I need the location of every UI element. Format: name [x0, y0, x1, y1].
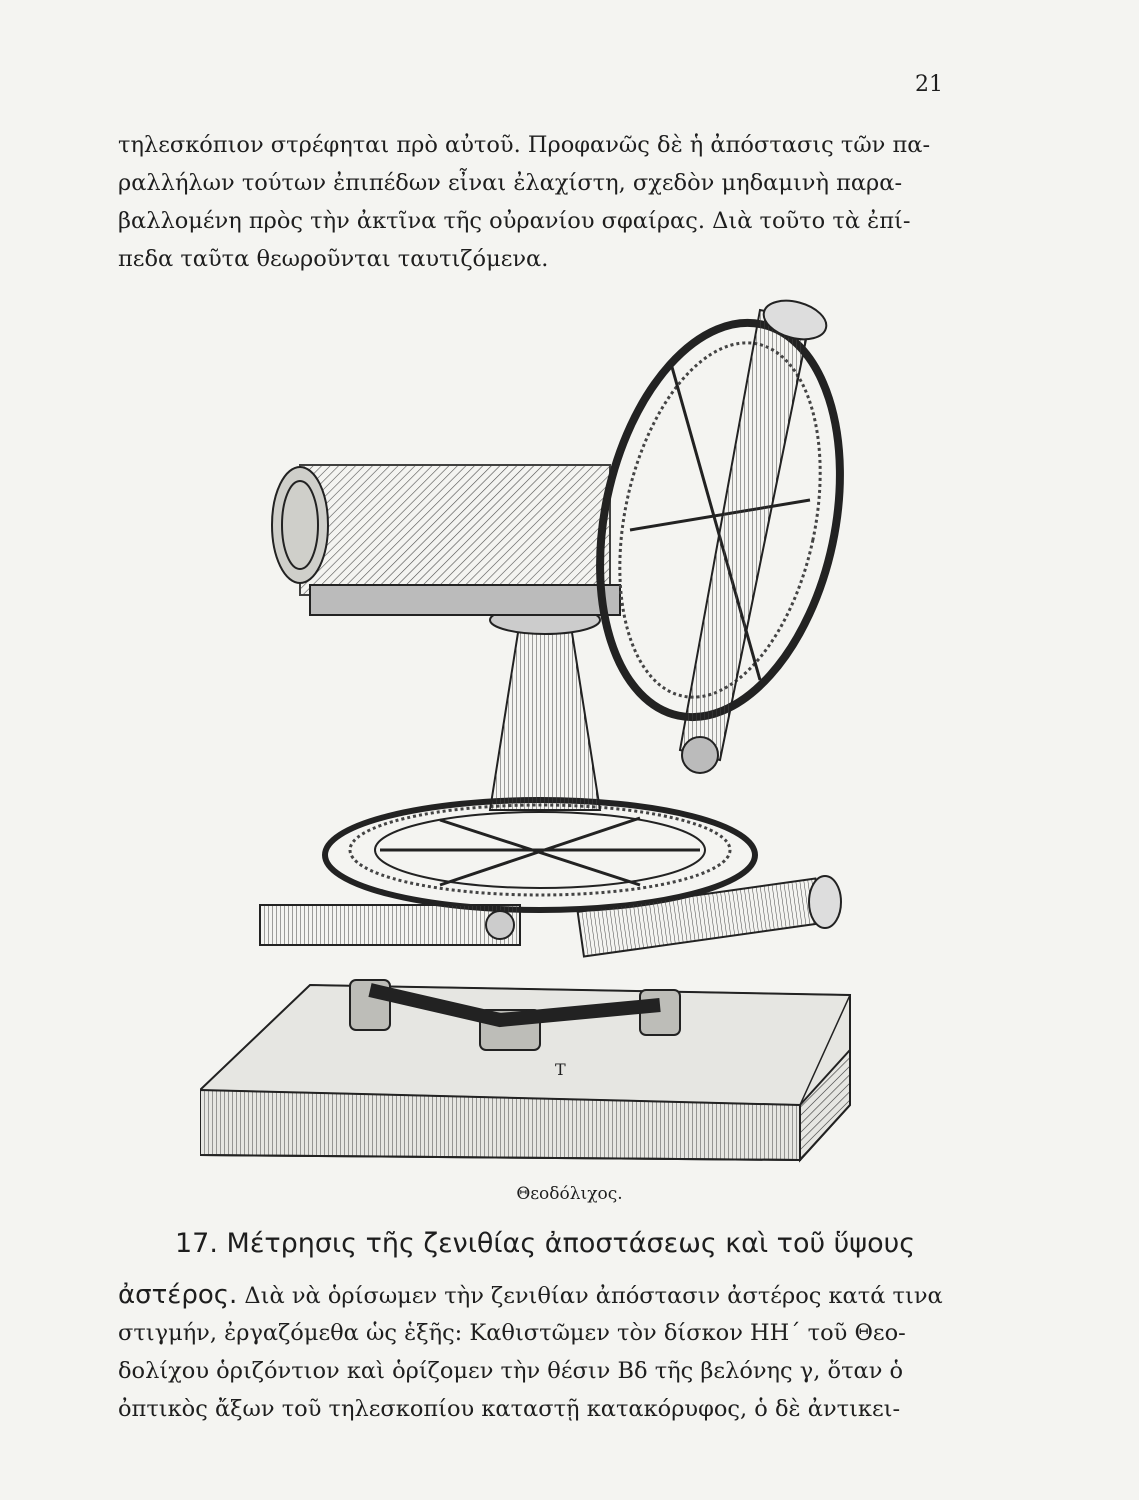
theodolite-drawing [200, 290, 890, 1170]
label-t: T [555, 1060, 566, 1079]
upper-frame [272, 465, 620, 615]
inclined-telescope [680, 294, 831, 773]
section-heading-continuation: ἀστέρος. [118, 1280, 238, 1310]
text-line: στιγμήν, ἐργαζόμεθα ὡς ἑξῆς: Καθιστῶμεν τὸν δίσκον ΗΗ΄ τοῦ Θεο- [118, 1320, 906, 1346]
figure-caption: Θεοδόλιχος. [516, 1184, 623, 1204]
page-number: 21 [915, 72, 943, 97]
text-line: τηλεσκόπιον στρέφηται πρὸ αὐτοῦ. Προφανῶς δὲ ἡ ἀπόστασις τῶν πα- [118, 132, 931, 158]
text-line: δολίχου ὁριζόντιον καὶ ὁρίζομεν τὴν θέσιν Βδ τῆς βελόνης γ, ὅταν ὁ [118, 1358, 904, 1384]
text-line: ὀπτικὸς ἄξων τοῦ τηλεσκοπίου καταστῇ κατακόρυφος, ὁ δὲ ἀντικει- [118, 1396, 901, 1422]
section-heading: 17. Μέτρησις τῆς ζενιθίας ἀποστάσεως καὶ τοῦ ὕψους [175, 1228, 916, 1259]
horizontal-circle [325, 800, 755, 910]
central-pillar [490, 606, 600, 810]
text-line: βαλλομένη πρὸς τὴν ἀκτῖνα τῆς οὐρανίου σφαίρας. Διὰ τοῦτο τὰ ἐπί- [118, 208, 911, 234]
text-line [118, 1276, 960, 1314]
paragraph-intro [118, 126, 960, 278]
text-line: ραλλήλων τούτων ἐπιπέδων εἶναι ἐλαχίστη, σχεδὸν μηδαμινὴ παρα- [118, 170, 903, 196]
paragraph-section [118, 1276, 960, 1428]
text-line: πεδα ταῦτα θεωροῦνται ταυτιζόμενα. [118, 246, 549, 272]
text-line-rest: Διὰ νὰ ὁρίσωμεν τὴν ζενιθίαν ἀπόστασιν ἀστέρος κατά τινα [237, 1283, 943, 1309]
theodolite-illustration [200, 290, 890, 1170]
